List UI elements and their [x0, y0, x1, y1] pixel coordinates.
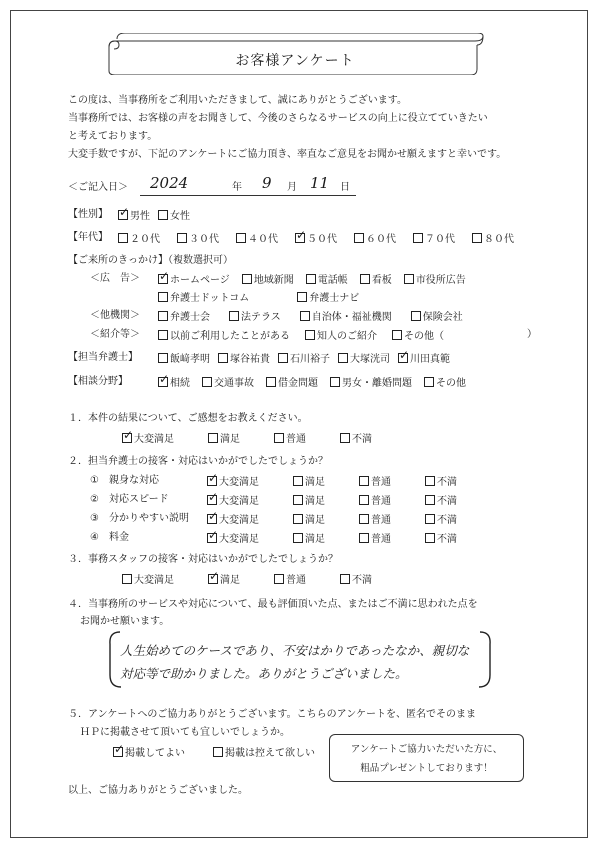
checkbox-icon[interactable]	[354, 233, 364, 243]
checkbox-label: 普通	[371, 534, 391, 545]
checkbox-option[interactable]	[122, 433, 174, 445]
checkbox-checked-icon[interactable]	[208, 574, 218, 584]
intro-line-2: 当事務所では、お客様の声をお聞きして、今後のさらなるサービスの向上に役立てていきたい	[68, 113, 488, 124]
q1-text: １．本件の結果について、ご感想をお教えください。	[68, 413, 308, 424]
checkbox-icon[interactable]	[293, 476, 303, 486]
q2-item4-label: ④ 料金	[90, 532, 129, 543]
comment-box	[106, 629, 494, 691]
ref-label: ＜紹介等＞	[90, 329, 140, 340]
checkbox-icon[interactable]	[338, 353, 348, 363]
date-underline	[140, 195, 356, 196]
checkbox-label: 電話帳	[317, 275, 348, 286]
checkbox-option[interactable]	[207, 495, 259, 507]
checkbox-option[interactable]	[300, 311, 392, 323]
org-options	[158, 311, 482, 323]
checkbox-label: ６０代	[366, 234, 396, 245]
checkbox-icon[interactable]	[202, 377, 212, 387]
checkbox-icon[interactable]	[425, 533, 435, 543]
closing-text: 以上、ご協力ありがとうございました。	[68, 785, 248, 796]
comment-line-2: 対応等で助かりました。ありがとうございました。	[120, 666, 408, 681]
gender-label: 【性別】	[68, 209, 108, 220]
checkbox-option[interactable]	[177, 233, 219, 245]
checkbox-option[interactable]	[122, 574, 174, 586]
checkbox-option[interactable]	[411, 311, 463, 323]
checkbox-option[interactable]	[330, 377, 412, 389]
checkbox-checked-icon[interactable]	[122, 433, 132, 443]
checkbox-label: 看板	[371, 275, 392, 286]
checkbox-option[interactable]	[360, 274, 392, 286]
checkbox-icon[interactable]	[122, 574, 132, 584]
checkbox-label: 大変満足	[219, 515, 259, 526]
gift-notice-line-1: アンケートご協力いただいた方に、	[350, 744, 503, 755]
checkbox-icon[interactable]	[359, 476, 369, 486]
checkbox-label: 市役所広告	[415, 275, 466, 286]
checkbox-label: 川田真範	[410, 354, 450, 365]
checkbox-icon[interactable]	[472, 233, 482, 243]
checkbox-label: 満足	[305, 477, 325, 488]
checkbox-label: 法テラス	[241, 312, 281, 323]
checkbox-option[interactable]	[295, 233, 337, 245]
checkbox-icon[interactable]	[158, 292, 168, 302]
checkbox-option[interactable]	[398, 353, 450, 365]
checkbox-icon[interactable]	[293, 514, 303, 524]
checkbox-label: 相続	[170, 378, 190, 389]
checkbox-option[interactable]	[293, 495, 325, 507]
checkbox-icon[interactable]	[305, 330, 315, 340]
checkbox-option[interactable]	[202, 377, 254, 389]
checkbox-option[interactable]	[359, 495, 391, 507]
checkbox-option[interactable]	[425, 514, 457, 526]
checkbox-option[interactable]	[158, 210, 190, 222]
checkbox-option[interactable]	[340, 433, 372, 445]
q5-line-1: ５．アンケートへのご協力ありがとうございます。こちらのアンケートを、匿名でそのまま	[68, 709, 476, 720]
checkbox-label: 普通	[286, 575, 306, 586]
checkbox-label: 普通	[286, 434, 306, 445]
checkbox-label: 満足	[305, 534, 325, 545]
checkbox-option[interactable]	[425, 476, 457, 488]
checkbox-label: 大変満足	[134, 575, 174, 586]
gift-notice-box	[329, 734, 524, 782]
checkbox-label: 不満	[437, 477, 457, 488]
checkbox-label: その他（	[404, 331, 444, 342]
checkbox-option[interactable]	[218, 353, 270, 365]
intro-line-4: 大変手数ですが、下記のアンケートにご協力頂き、率直なご意見をお聞かせ願えますと幸いです。	[68, 149, 507, 160]
checkbox-label: ５０代	[307, 234, 337, 245]
checkbox-icon[interactable]	[360, 274, 370, 284]
checkbox-checked-icon[interactable]	[113, 747, 123, 757]
checkbox-option[interactable]	[118, 233, 160, 245]
checkbox-icon[interactable]	[266, 377, 276, 387]
checkbox-icon[interactable]	[274, 433, 284, 443]
checkbox-label: 不満	[437, 496, 457, 507]
age-label: 【年代】	[68, 232, 108, 243]
checkbox-icon[interactable]	[330, 377, 340, 387]
checkbox-option[interactable]	[392, 330, 444, 342]
checkbox-icon[interactable]	[306, 274, 316, 284]
checkbox-label: 交通事故	[214, 378, 254, 389]
q2-text: ２．担当弁護士の接客・対応はいかがでしたでしょうか？	[68, 456, 328, 467]
checkbox-label: 石川裕子	[290, 354, 330, 365]
checkbox-option[interactable]	[338, 353, 390, 365]
checkbox-option[interactable]	[208, 433, 240, 445]
lawyer-options	[158, 353, 458, 365]
checkbox-checked-icon[interactable]	[207, 514, 217, 524]
checkbox-icon[interactable]	[236, 233, 246, 243]
checkbox-label: 普通	[371, 515, 391, 526]
checkbox-option[interactable]	[158, 274, 230, 286]
comment-handwriting	[120, 639, 469, 685]
checkbox-option[interactable]	[274, 574, 306, 586]
checkbox-option[interactable]	[424, 377, 466, 389]
q5-options	[113, 747, 343, 759]
date-day: 11	[310, 174, 330, 192]
checkbox-icon[interactable]	[242, 274, 252, 284]
checkbox-icon[interactable]	[413, 233, 423, 243]
checkbox-option[interactable]	[359, 476, 391, 488]
checkbox-icon[interactable]	[404, 274, 414, 284]
checkbox-label: ３０代	[189, 234, 219, 245]
checkbox-label: ７０代	[425, 234, 455, 245]
checkbox-icon[interactable]	[278, 353, 288, 363]
checkbox-label: 男性	[130, 211, 150, 222]
gift-notice-line-2: 粗品プレゼントしております！	[360, 763, 493, 774]
checkbox-option[interactable]	[425, 533, 457, 545]
checkbox-option[interactable]	[278, 353, 330, 365]
date-month: 9	[262, 174, 272, 192]
checkbox-icon[interactable]	[300, 311, 310, 321]
q2-item2-label: ② 対応スピード	[90, 494, 169, 505]
checkbox-icon[interactable]	[158, 311, 168, 321]
checkbox-checked-icon[interactable]	[398, 353, 408, 363]
checkbox-checked-icon[interactable]	[295, 233, 305, 243]
checkbox-icon[interactable]	[158, 330, 168, 340]
checkbox-icon[interactable]	[424, 377, 434, 387]
q5-line-2: ＨＰに掲載させて頂いても宜しいでしょうか。	[80, 727, 290, 738]
checkbox-option[interactable]	[305, 330, 377, 342]
checkbox-option[interactable]	[158, 377, 190, 389]
checkbox-label: 大変満足	[219, 496, 259, 507]
intro-line-1: この度は、当事務所をご利用いただきまして、誠にありがとうございます。	[68, 95, 407, 106]
ref-close-paren: ）	[527, 329, 537, 340]
checkbox-label: 満足	[305, 515, 325, 526]
checkbox-icon[interactable]	[218, 353, 228, 363]
checkbox-label: 掲載は控えて欲しい	[225, 748, 315, 759]
date-year: 2024	[150, 174, 189, 192]
checkbox-icon[interactable]	[340, 433, 350, 443]
q2-item4-options	[207, 533, 491, 545]
checkbox-icon[interactable]	[425, 476, 435, 486]
checkbox-option[interactable]	[425, 495, 457, 507]
checkbox-option[interactable]	[359, 514, 391, 526]
checkbox-label: 女性	[170, 211, 190, 222]
checkbox-icon[interactable]	[213, 747, 223, 757]
checkbox-label: 満足	[305, 496, 325, 507]
q2-item3-label: ③ 分かりやすい説明	[90, 513, 189, 524]
checkbox-icon[interactable]	[158, 353, 168, 363]
checkbox-label: 掲載してよい	[125, 748, 185, 759]
comment-line-1: 人生始めてのケースであり、不安はかりであったなか、親切な	[120, 643, 470, 658]
checkbox-checked-icon[interactable]	[158, 274, 168, 284]
checkbox-option[interactable]	[207, 514, 259, 526]
checkbox-label: 弁護士ドットコム	[170, 293, 250, 304]
checkbox-label: 大変満足	[219, 534, 259, 545]
checkbox-option[interactable]	[306, 274, 348, 286]
checkbox-label: 満足	[220, 434, 240, 445]
org-label: ＜他機関＞	[90, 310, 140, 321]
checkbox-label: 大変満足	[134, 434, 174, 445]
q3-text: ３．事務スタッフの接客・対応はいかがでしたでしょうか？	[68, 554, 338, 565]
checkbox-label: 普通	[371, 496, 391, 507]
checkbox-option[interactable]	[113, 747, 185, 759]
checkbox-icon[interactable]	[297, 292, 307, 302]
checkbox-option[interactable]	[158, 292, 249, 304]
checkbox-option[interactable]	[293, 476, 325, 488]
checkbox-option[interactable]	[274, 433, 306, 445]
checkbox-icon[interactable]	[274, 574, 284, 584]
checkbox-label: 不満	[352, 575, 372, 586]
q2-item1-options	[207, 476, 491, 488]
ad-options-row2	[158, 292, 407, 304]
checkbox-label: ４０代	[248, 234, 278, 245]
checkbox-option[interactable]	[158, 311, 210, 323]
checkbox-icon[interactable]	[392, 330, 402, 340]
checkbox-label: 飯﨑孝明	[170, 354, 210, 365]
checkbox-label: ホームページ	[170, 275, 230, 286]
checkbox-label: 以前ご利用したことがある	[170, 331, 290, 342]
field-label: 【相談分野】	[68, 376, 128, 387]
q1-options	[122, 433, 406, 445]
checkbox-option[interactable]	[158, 330, 290, 342]
checkbox-option[interactable]	[236, 233, 278, 245]
checkbox-label: 満足	[220, 575, 240, 586]
checkbox-option[interactable]	[297, 292, 359, 304]
checkbox-option[interactable]	[293, 514, 325, 526]
checkbox-label: 不満	[437, 534, 457, 545]
source-label: 【ご来所のきっかけ】（複数選択可）	[68, 255, 233, 266]
checkbox-option[interactable]	[213, 747, 315, 759]
q4-line-2: お聞かせ願います。	[80, 616, 170, 627]
checkbox-checked-icon[interactable]	[207, 533, 217, 543]
checkbox-label: 地域新聞	[253, 275, 294, 286]
gender-options	[118, 210, 198, 222]
date-month-unit: 月	[287, 182, 297, 193]
checkbox-label: 男女・離婚問題	[342, 378, 412, 389]
checkbox-label: 保険会社	[422, 312, 463, 323]
q2-item1-label: ① 親身な対応	[90, 475, 159, 486]
checkbox-label: 弁護士ナビ	[309, 293, 360, 304]
checkbox-label: 借金問題	[278, 378, 318, 389]
age-options	[118, 233, 531, 245]
checkbox-label: 大塚洸司	[350, 354, 390, 365]
date-label: ＜ご記入日＞	[68, 182, 128, 193]
checkbox-icon[interactable]	[425, 514, 435, 524]
intro-line-3: と考えております。	[68, 131, 158, 142]
checkbox-checked-icon[interactable]	[207, 495, 217, 505]
lawyer-label: 【担当弁護士】	[68, 352, 138, 363]
date-day-unit: 日	[340, 182, 350, 193]
checkbox-icon[interactable]	[411, 311, 421, 321]
checkbox-icon[interactable]	[293, 495, 303, 505]
checkbox-option[interactable]	[158, 353, 210, 365]
checkbox-icon[interactable]	[118, 233, 128, 243]
q2-item2-options	[207, 495, 491, 507]
checkbox-icon[interactable]	[359, 533, 369, 543]
checkbox-label: ２０代	[130, 234, 160, 245]
checkbox-option[interactable]	[207, 533, 259, 545]
checkbox-label: 普通	[371, 477, 391, 488]
checkbox-option[interactable]	[207, 476, 259, 488]
checkbox-label: 自治体・福祉機関	[311, 312, 392, 323]
checkbox-icon[interactable]	[177, 233, 187, 243]
checkbox-option[interactable]	[413, 233, 455, 245]
field-options	[158, 377, 478, 389]
checkbox-label: ８０代	[484, 234, 514, 245]
checkbox-icon[interactable]	[208, 433, 218, 443]
checkbox-label: 弁護士会	[170, 312, 210, 323]
ref-options	[158, 330, 459, 342]
q2-item3-options	[207, 514, 491, 526]
checkbox-icon[interactable]	[359, 495, 369, 505]
checkbox-option[interactable]	[266, 377, 318, 389]
checkbox-option[interactable]	[118, 210, 150, 222]
checkbox-label: 知人のご紹介	[317, 331, 377, 342]
checkbox-option[interactable]	[472, 233, 514, 245]
q3-options	[122, 574, 406, 586]
checkbox-checked-icon[interactable]	[207, 476, 217, 486]
title-banner	[105, 33, 485, 75]
checkbox-icon[interactable]	[340, 574, 350, 584]
checkbox-icon[interactable]	[293, 533, 303, 543]
date-year-unit: 年	[232, 182, 242, 193]
checkbox-icon[interactable]	[229, 311, 239, 321]
checkbox-option[interactable]	[404, 274, 466, 286]
ad-options-row1	[158, 274, 478, 286]
checkbox-label: 不満	[352, 434, 372, 445]
checkbox-icon[interactable]	[158, 210, 168, 220]
checkbox-option[interactable]	[208, 574, 240, 586]
checkbox-checked-icon[interactable]	[118, 210, 128, 220]
checkbox-icon[interactable]	[425, 495, 435, 505]
checkbox-option[interactable]	[359, 533, 391, 545]
checkbox-checked-icon[interactable]	[158, 377, 168, 387]
checkbox-option[interactable]	[229, 311, 281, 323]
checkbox-option[interactable]	[293, 533, 325, 545]
checkbox-option[interactable]	[340, 574, 372, 586]
checkbox-option[interactable]	[354, 233, 396, 245]
checkbox-label: 不満	[437, 515, 457, 526]
checkbox-icon[interactable]	[359, 514, 369, 524]
q4-line-1: ４．当事務所のサービスや対応について、最も評価頂いた点、またはご不満に思われた点を	[68, 599, 478, 610]
checkbox-label: その他	[436, 378, 466, 389]
checkbox-option[interactable]	[242, 274, 294, 286]
checkbox-label: 塚谷祐貴	[230, 354, 270, 365]
page-title: お客様アンケート	[235, 53, 355, 69]
checkbox-label: 大変満足	[219, 477, 259, 488]
ad-label: ＜広 告＞	[90, 273, 140, 284]
